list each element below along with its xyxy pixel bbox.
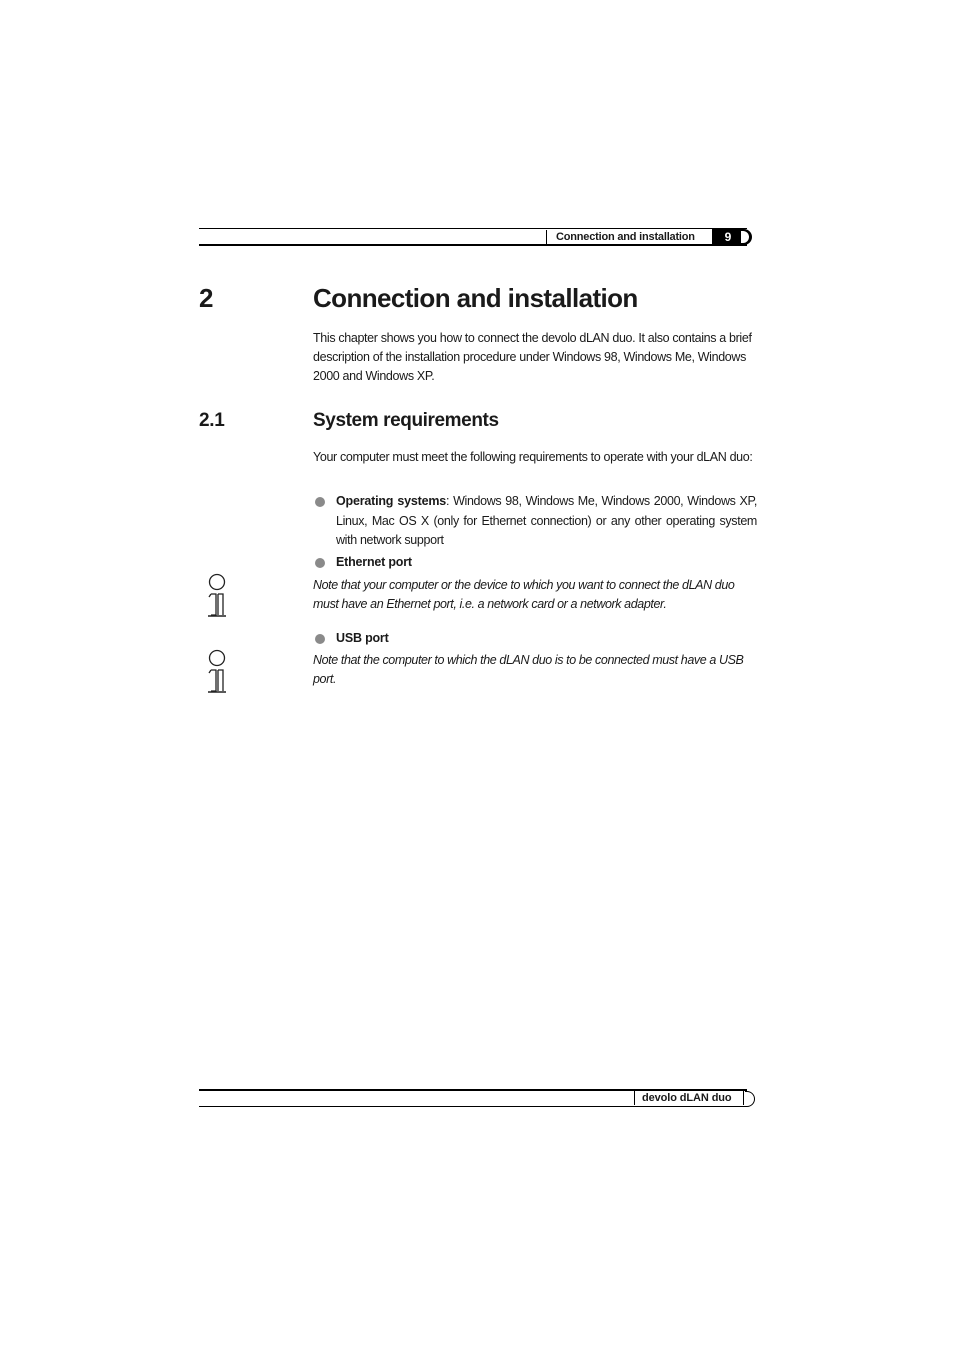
page-number-tab xyxy=(712,229,752,245)
footer-cap xyxy=(745,1091,755,1107)
list-item-text xyxy=(336,492,757,551)
list-item-text xyxy=(336,553,757,573)
list-item-ethernet-port xyxy=(313,553,757,573)
bullet-icon xyxy=(315,497,325,507)
list-item-text xyxy=(336,629,757,649)
footer-rule-bottom xyxy=(199,1106,747,1107)
note-ethernet: Note that your computer or the device to which you want to connect the dLAN duo must have an Ethernet port, i.e. a network card or a network adapter. xyxy=(313,578,735,612)
list-item-label: Operating systems xyxy=(336,494,446,508)
note-usb: Note that the computer to which the dLAN duo is to be connected must have a USB port. xyxy=(313,653,744,687)
list-item-description: Windows 98, Windows Me, Windows 2000, Windows XP, Linux, Mac OS X (only for Ethernet connection) or any other operating system with network support xyxy=(336,494,757,548)
chapter-intro: This chapter shows you how to connect the devolo dLAN duo. It also contains a brief description of the installation procedure under Windows 98, Windows Me, Windows 2000 and Windows XP. xyxy=(313,331,752,384)
section-title: System requirements xyxy=(313,410,499,431)
page-tab-cap xyxy=(741,231,749,243)
section-intro: Your computer must meet the following requirements to operate with your dLAN duo: xyxy=(313,450,753,464)
list-item-usb-port xyxy=(313,629,757,649)
footer-divider-end xyxy=(743,1091,744,1105)
footer-divider xyxy=(634,1091,635,1105)
list-item-label: Ethernet port xyxy=(336,555,412,569)
chapter-number: 2 xyxy=(199,283,213,313)
list-item-operating-systems xyxy=(313,492,757,552)
bullet-icon xyxy=(315,634,325,644)
bullet-icon xyxy=(315,558,325,568)
page-number: 9 xyxy=(724,230,732,244)
header-divider xyxy=(546,230,547,244)
list-item-separator: : xyxy=(445,494,450,508)
info-icon xyxy=(205,573,229,619)
list-item-label: USB port xyxy=(336,631,389,645)
running-title: Connection and installation xyxy=(556,231,695,243)
chapter-title: Connection and installation xyxy=(313,283,638,313)
footer-product-name: devolo dLAN duo xyxy=(642,1092,732,1104)
info-icon xyxy=(205,649,229,695)
section-number: 2.1 xyxy=(199,410,225,431)
